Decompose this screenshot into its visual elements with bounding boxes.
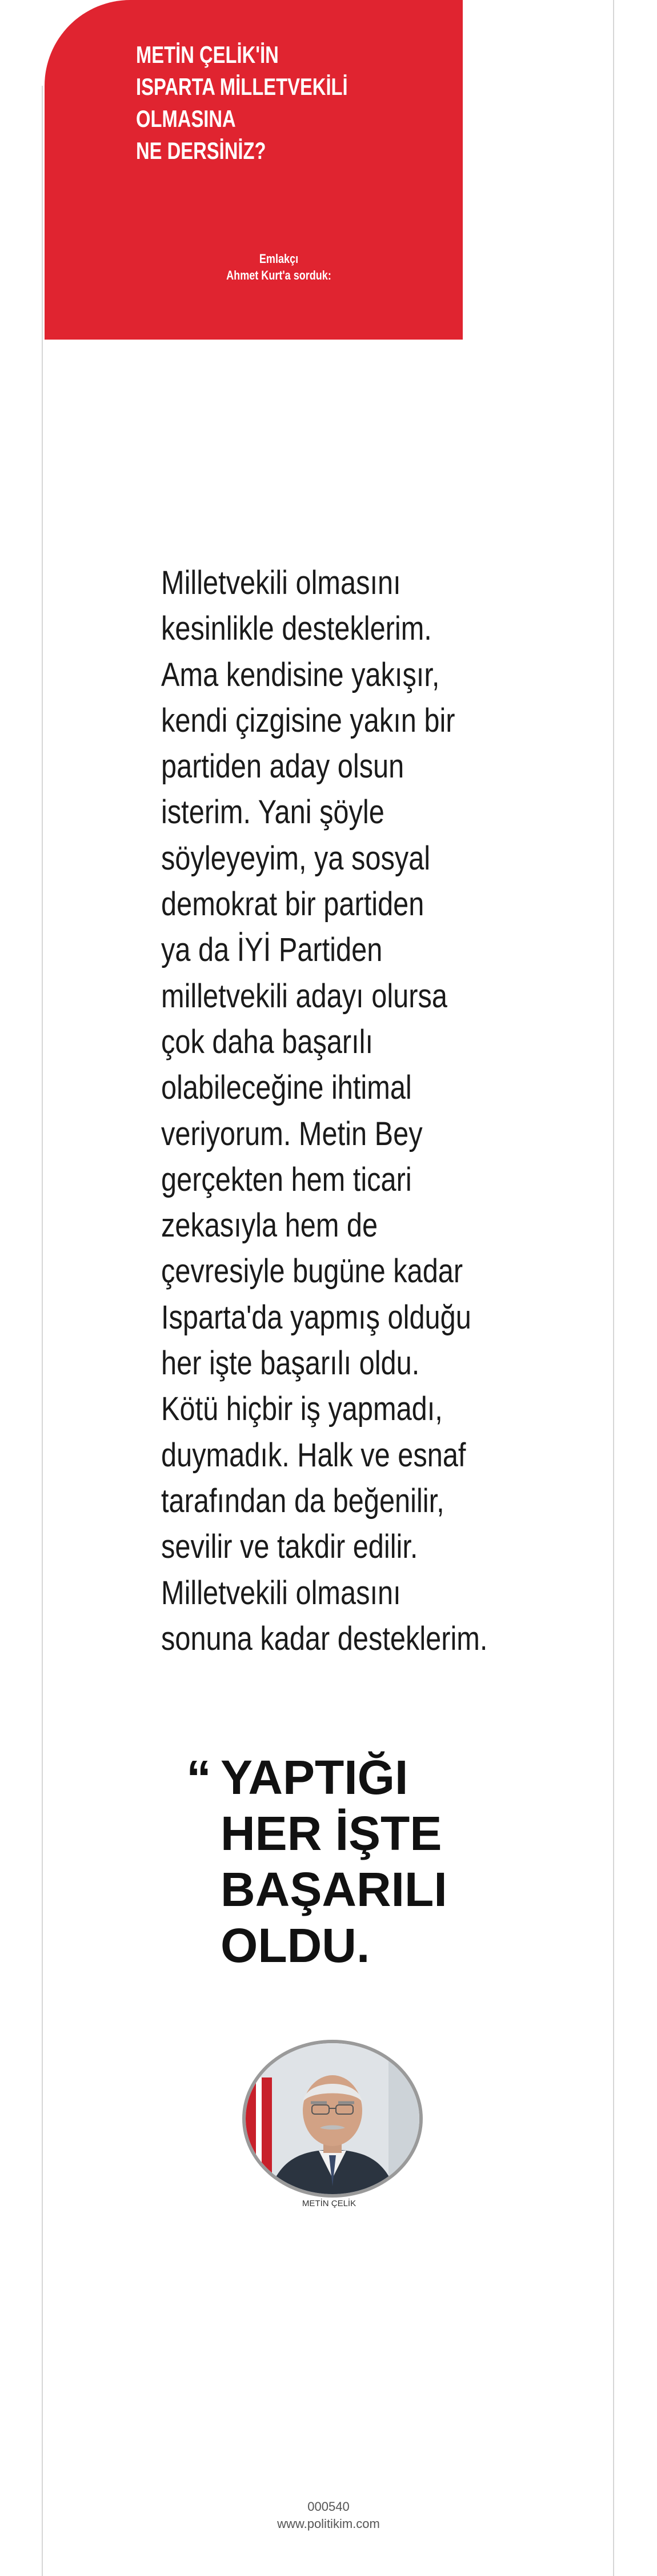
interviewee-name: Ahmet Kurt'a sorduk:: [226, 268, 331, 282]
website-url: www.politikim.com: [277, 2517, 380, 2531]
interviewee-profession: Emlakçı: [259, 252, 299, 266]
interviewee-credit: [190, 250, 368, 284]
headline: METİN ÇELİK'İN ISPARTA MİLLETVEKİLİ OLMASINA NE DERSİNİZ?: [136, 41, 348, 164]
left-column-rule: [42, 86, 43, 2576]
interview-answer: Milletvekili olmasını kesinlikle desteklerim. Ama kendisine yakışır, kendi çizgisine yakın bir partiden aday olsun isterim. Yani şöyle söyleyeyim, ya sosyal demokrat bir partiden ya da İYİ Partiden milletvekili adayı olursa çok daha başarılı olabileceğine ihtimal veriyorum. Metin Bey gerçekten hem ticari zekasıyla hem de çevresiyle bugüne kadar Isparta'da yapmış olduğu her işte başarılı oldu. Kötü hiçbir iş yapmadı, duymadık. Halk ve esnaf tarafından da beğenilir, sevilir ve takdir edilir. Milletvekili olmasını sonuna kadar desteklerim.: [161, 564, 488, 1657]
quotation-mark-icon: “: [186, 1750, 211, 1807]
right-column-rule: [613, 0, 614, 2576]
portrait-photo: [242, 2040, 423, 2198]
issue-code: 000540: [307, 2499, 350, 2514]
red-header-block: [45, 0, 463, 340]
pull-quote: YAPTIĞI HER İŞTE BAŞARILI OLDU.: [221, 1750, 447, 1972]
portrait-caption: METİN ÇELİK: [302, 2199, 356, 2208]
page-footer: [214, 2498, 443, 2533]
